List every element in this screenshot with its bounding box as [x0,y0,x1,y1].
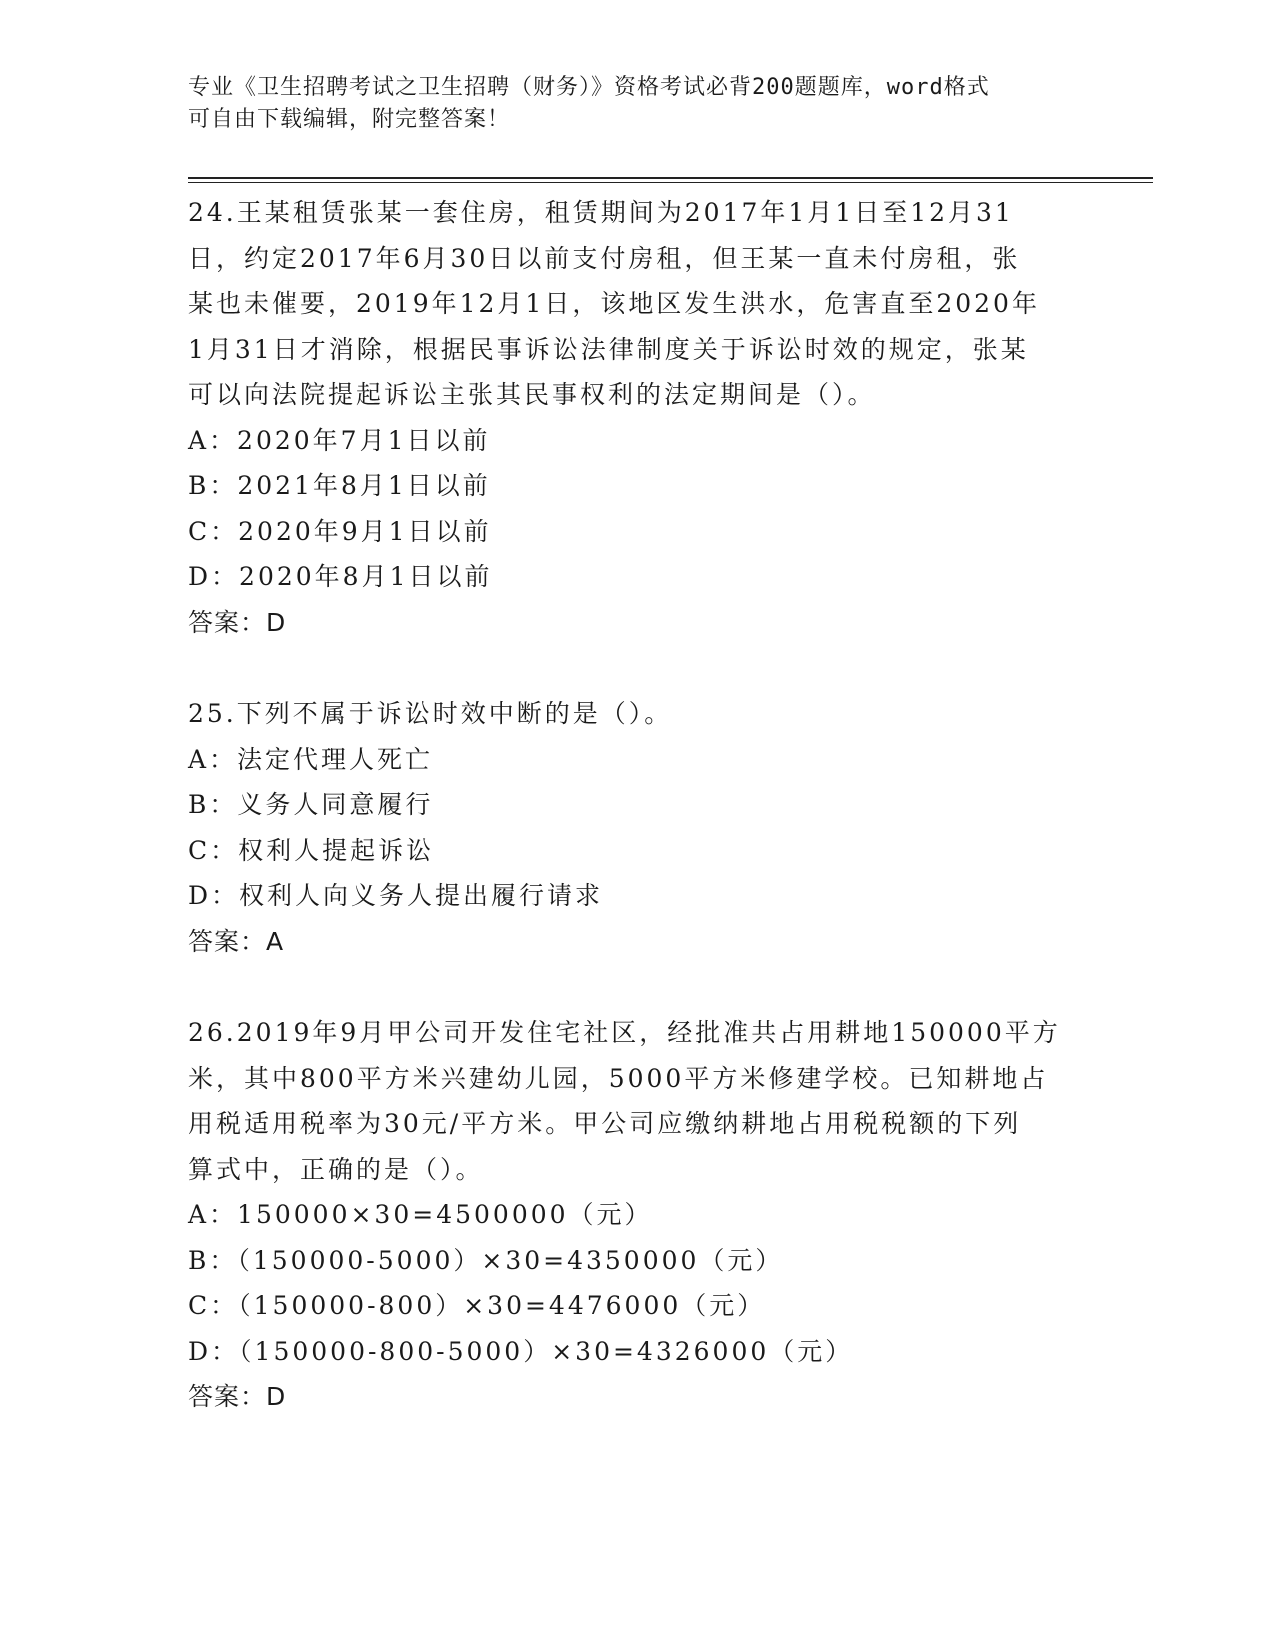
answer-label: 答案：D [188,1382,287,1411]
spacer [188,645,1068,691]
question-text-line: 1月31日才消除，根据民事诉讼法律制度关于诉讼时效的规定，张某 [188,334,1029,364]
question-list [188,190,1068,1420]
spacer [188,964,1068,1010]
option-b: B：2021年8月1日以前 [188,471,491,500]
option-d: D：（150000-800-5000）×30=4326000（元） [188,1336,854,1366]
question-text-line: 可以向法院提起诉讼主张其民事权利的法定期间是（）。 [188,380,876,409]
option-b: B：（150000-5000）×30=4350000（元） [188,1245,784,1275]
option-a: A：2020年7月1日以前 [188,425,491,455]
option-a: A：150000×30=4500000（元） [188,1200,653,1229]
option-c: C：权利人提起诉讼 [188,835,435,865]
question-25 [188,691,1068,964]
question-text-line: 某也未催要，2019年12月1日，该地区发生洪水，危害直至2020年 [188,289,1040,318]
question-text-line: 用税适用税率为30元/平方米。甲公司应缴纳耕地占用税税额的下列 [188,1109,1022,1138]
option-d: D：权利人向义务人提出履行请求 [188,881,604,910]
question-text-line: 24.王某租赁张某一套住房，租赁期间为2017年1月1日至12月31 [188,198,1014,227]
header-rule-thick [188,177,1153,179]
option-c: C：2020年9月1日以前 [188,516,492,546]
question-text-line: 26.2019年9月甲公司开发住宅社区，经批准共占用耕地150000平方 [188,1018,1061,1047]
option-c: C：（150000-800）×30=4476000（元） [188,1291,766,1320]
question-text-line: 日，约定2017年6月30日以前支付房租，但王某一直未付房租，张 [188,243,1021,273]
question-24 [188,190,1068,645]
option-a: A：法定代理人死亡 [188,744,434,774]
option-b: B：义务人同意履行 [188,790,434,819]
question-text-line: 算式中，正确的是（）。 [188,1154,484,1184]
header-line: 可自由下载编辑，附完整答案！ [188,107,511,132]
question-text-line: 25.下列不属于诉讼时效中断的是（）。 [188,699,673,728]
answer-label: 答案：D [188,607,287,637]
question-26 [188,1010,1068,1420]
document-header [188,72,1088,136]
option-d: D：2020年8月1日以前 [188,562,493,591]
question-text-line: 米，其中800平方米兴建幼儿园，5000平方米修建学校。已知耕地占 [188,1063,1049,1093]
header-rule-thin [188,182,1153,183]
header-line: 专业《卫生招聘考试之卫生招聘（财务）》资格考试必背200题题库，word格式 [188,75,990,100]
answer-label: 答案：A [188,926,285,956]
